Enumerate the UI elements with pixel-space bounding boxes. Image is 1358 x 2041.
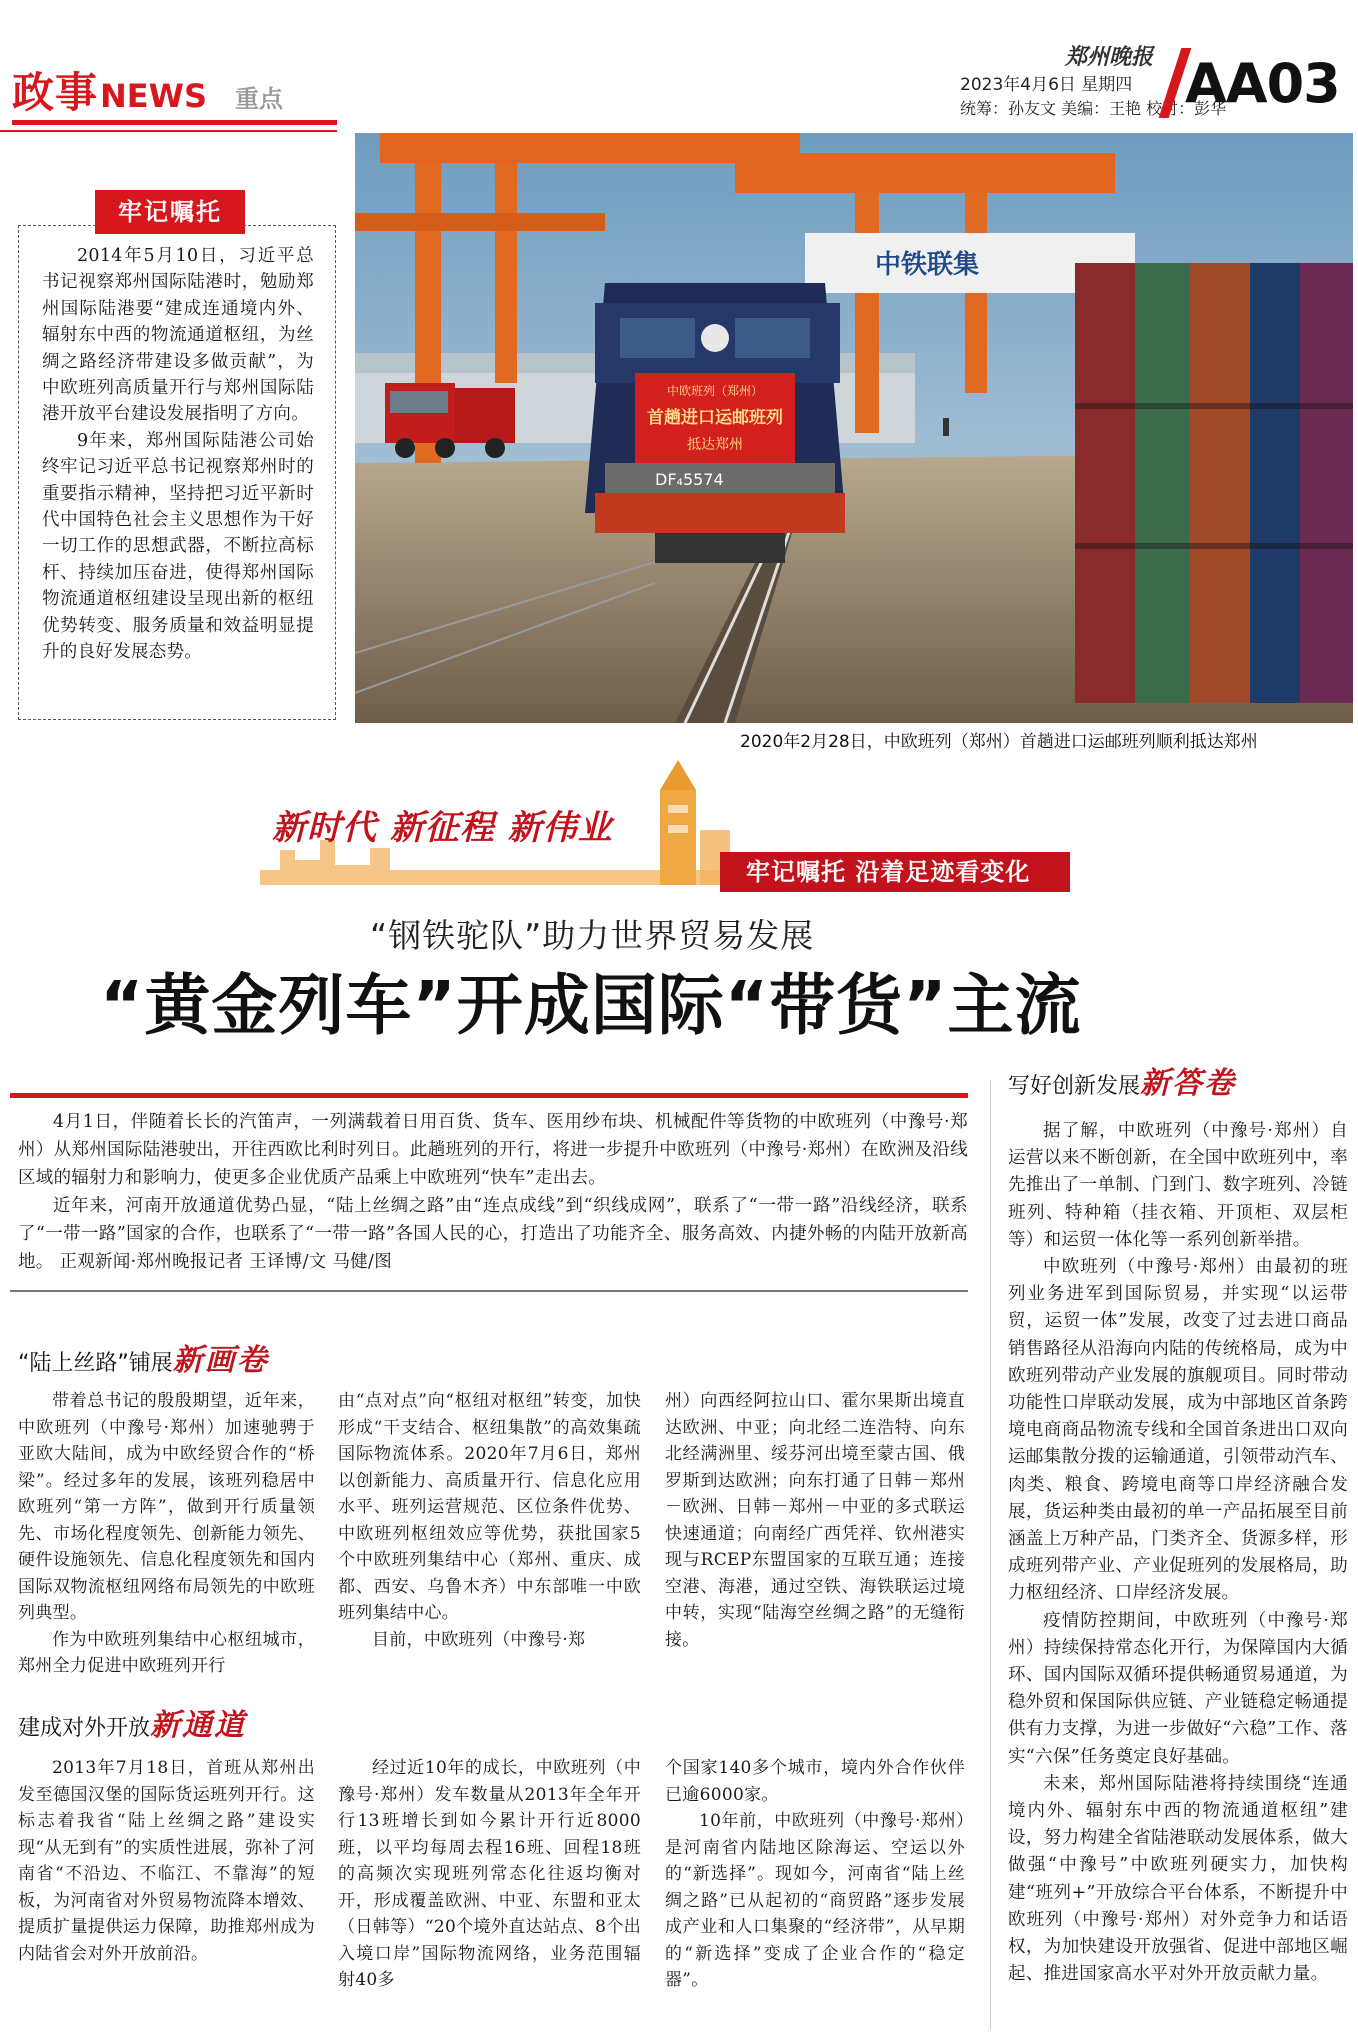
lead-paragraph: 4月1日，伴随着长长的汽笛声，一列满载着日用百货、货车、医用纱布块、机械配件等货物的中欧班列（中豫号·郑州）从郑州国际陆港驶出，开往西欧比利时列日。此趟班列的开行，将进一步提升中欧班列（中豫号·郑州）在欧洲及沿线区域的辐射力和影响力，使更多企业优质产品乘上中欧班列“快车”走出去。 xyxy=(18,1112,968,1188)
body-paragraph: 2013年7月18日，首班从郑州出发至德国汉堡的国际货运班列开行。这标志着我省“陆上丝绸之路”建设实现“从无到有”的实质性进展，弥补了河南省“不沿边、不临江、不靠海”的短板，为河南省对外贸易物流降本增效、提质扩量提供运力保障，助推郑州成为内陆省会对外开放前沿。 xyxy=(18,1758,315,1964)
body-paragraph: 经过近10年的成长，中欧班列（中豫号·郑州）发车数量从2013年全年开行13班增长到如今累计开行近8000班，以平均每周去程16班、回程18班的高频次实现班列常态化往返均衡对开，形成覆盖欧洲、中亚、东盟和亚太（日韩等）“20个境外直达站点、8个出入境口岸”国际物流网络，业务范围辐射40多 xyxy=(338,1758,641,1990)
sidebar-paragraph: 2014年5月10日，习近平总书记视察郑州国际陆港时，勉励郑州国际陆港要“建成连通境内外、辐射东中西的物流通道枢纽，为丝绸之路经济带建设多做贡献”，为中欧班列高质量开行与郑州国际陆港开放平台建设发展指明了方向。 xyxy=(42,246,314,425)
body-paragraph: 未来，郑州国际陆港将持续围绕“连通境内外、辐射东中西的物流通道枢纽”建设，努力构建全省陆港联动发展体系，做大做强“中豫号”中欧班列硬实力，加快构建“班列+”开放综合平台体系，不断提升中欧班列（中豫号·郑州）对外竞争力和话语权，为加快建设开放强省、促进中部地区崛起、推进国家高水平对外开放贡献力量。 xyxy=(1008,1773,1348,1985)
banner-main-title: 新时代 新征程 新伟业 xyxy=(272,808,613,848)
headline-rule xyxy=(10,1093,968,1098)
body-paragraph: 10年前，中欧班列（中豫号·郑州）是河南省内陆地区除海运、空运以外的“新选择”。现如今，河南省“陆上丝绸之路”已从起初的“商贸路”逐步发展成产业和人口集聚的“经济带”，从早期的“新选择”变成了企业合作的“稳定器”。 xyxy=(665,1811,965,1990)
loco-banner-line3: 抵达郑州 xyxy=(687,437,743,453)
body-paragraph: 中欧班列（中豫号·郑州）由最初的班列业务进军到国际贸易，并实现“以运带贸，运贸一体”发展，改变了过去进口商品销售路径从沿海向内陆的传统格局，成为中欧班列带动产业发展的旗舰项目。同时带动功能性口岸联动发展，成为中部地区首条跨境电商商品物流专线和全国首条进出口双向运邮集散分拨的运输通道，引领带动汽车、肉类、粮食、跨境电商等口岸经济融合发展，货运种类由最初的单一产品拓展至目前涵盖上万种产品，门类齐全、货源多样，形成班列带产业、产业促班列的发展格局，助力枢纽经济、口岸经济发展。 xyxy=(1008,1257,1348,1604)
section3-heading xyxy=(1008,1058,1236,1102)
body-paragraph: 带着总书记的殷殷期望，近年来，中欧班列（中豫号·郑州）加速驰骋于亚欧大陆间，成为中欧经贸合作的“桥梁”。经过多年的发展，该班列稳居中欧班列“第一方阵”，做到开行质量领先、市场化程度领先、创新能力领先、硬件设施领先、信息化程度领先和国内国际双物流枢纽网络布局领先的中欧班列典型。 xyxy=(18,1391,315,1623)
section-tag: 重点 xyxy=(235,85,283,113)
column-divider xyxy=(990,1080,991,2030)
sidebar-text xyxy=(42,243,314,666)
page-info xyxy=(960,40,1350,130)
body-paragraph: 个国家140多个城市，境内外合作伙伴已逾6000家。 xyxy=(665,1758,965,1805)
section2-heading-prefix: 建成对外开放 xyxy=(18,1716,151,1741)
header-rule-thin xyxy=(0,130,337,132)
header-rule xyxy=(12,120,337,125)
banner-subtitle: 牢记嘱托 沿着足迹看变化 xyxy=(720,852,1070,892)
article-headline: “黄金列车”开成国际“带货”主流 xyxy=(100,967,1082,1044)
sidebar-title: 牢记嘱托 xyxy=(95,190,245,234)
paper-date: 2023年4月6日 星期四 xyxy=(960,75,1133,95)
body-paragraph: 州）向西经阿拉山口、霍尔果斯出境直达欧洲、中亚；向北经二连浩特、向东北经满洲里、绥芬河出境至蒙古国、俄罗斯到达欧洲；向东打通了日韩－郑州－欧洲、日韩－郑州－中亚的多式联运快速通道；向南经广西凭祥、钦州港实现与RCEP东盟国家的互联互通；连接空港、海港，通过空铁、海铁联运过境中转，实现“陆海空丝绸之路”的无缝衔接。 xyxy=(665,1391,965,1650)
section2-column-1 xyxy=(18,1755,315,1967)
section1-heading xyxy=(18,1335,269,1379)
section1-heading-prefix: “陆上丝路”铺展 xyxy=(18,1351,173,1376)
section3-heading-highlight: 新答卷 xyxy=(1140,1066,1237,1101)
section2-column-3 xyxy=(665,1755,965,1994)
section3-column xyxy=(1008,1118,1348,1989)
body-paragraph: 作为中欧班列集结中心枢纽城市，郑州全力促进中欧班列开行 xyxy=(18,1629,315,1676)
loco-banner-line1: 中欧班列（郑州） xyxy=(666,384,764,398)
body-paragraph: 由“点对点”向“枢纽对枢纽”转变，加快形成“干支结合、枢纽集散”的高效集疏国际物流体系。2020年7月6日，郑州以创新能力、高质量开行、信息化应用水平、班列运营规范、区位条件优势、中欧班列枢纽效应等优势，获批国家5个中欧班列集结中心（郑州、重庆、成都、西安、乌鲁木齐）中东部唯一中欧班列集结中心。 xyxy=(338,1391,641,1623)
body-paragraph: 据了解，中欧班列（中豫号·郑州）自运营以来不断创新，在全国中欧班列中，率先推出了一单制、门到门、数字班列、冷链班列、特种箱（挂衣箱、开顶柜、双层柜等）和运贸一体化等一系列创新举措。 xyxy=(1008,1121,1348,1250)
loco-banner-line2: 首趟进口运邮班列 xyxy=(647,408,783,428)
section-masthead xyxy=(12,60,337,126)
sidebar-paragraph: 9年来，郑州国际陆港公司始终牢记习近平总书记视察郑州时的重要指示精神，坚持把习近平新时代中国特色社会主义思想作为干好一切工作的思想武器，不断拉高标杆、持续加压奋进，使得郑州国际物流通道枢纽建设呈现出新的枢纽优势转变、服务质量和效益明显提升的良好发展态势。 xyxy=(42,430,314,663)
section1-column-2 xyxy=(338,1388,641,1653)
crane-sign-text: 中铁联集 xyxy=(875,250,980,280)
paper-name: 郑州晚报 xyxy=(1065,44,1154,70)
train-photo-illustration xyxy=(355,133,1353,723)
article-kicker: “钢铁驼队”助力世界贸易发展 xyxy=(370,916,815,955)
photo-caption: 2020年2月28日，中欧班列（郑州）首趟进口运邮班列顺利抵达郑州 xyxy=(740,732,1258,752)
section1-heading-highlight: 新画卷 xyxy=(172,1343,269,1378)
train-photo xyxy=(355,133,1353,723)
lead-rule xyxy=(10,1290,968,1292)
section2-heading-highlight: 新通道 xyxy=(150,1708,247,1743)
page-number: AA03 xyxy=(1185,52,1340,115)
section2-heading xyxy=(18,1700,246,1744)
lead-paragraph: 近年来，河南开放通道优势凸显，“陆上丝绸之路”由“连点成线”到“织线成网”，联系了“一带一路”沿线经济，联系了“一带一路”国家的合作，也联系了“一带一路”各国人民的心，打造出了功能齐全、服务高效、内捷外畅的内陆开放新高地。 正观新闻·郑州晚报记者 王译博/文 马健/图 xyxy=(18,1196,968,1272)
series-banner xyxy=(250,760,1070,895)
section1-column-3 xyxy=(665,1388,965,1653)
section1-column-1 xyxy=(18,1388,315,1680)
loco-number: DF₄5574 xyxy=(655,470,724,489)
paper-editors: 统筹：孙友文 美编：王艳 校对：彭华 xyxy=(960,99,1227,118)
body-paragraph: 目前，中欧班列（中豫号·郑 xyxy=(372,1629,586,1650)
section3-heading-prefix: 写好创新发展 xyxy=(1008,1074,1141,1099)
section2-column-2 xyxy=(338,1755,641,1994)
article-lead xyxy=(18,1108,968,1276)
body-paragraph: 疫情防控期间，中欧班列（中豫号·郑州）持续保持常态化开行，为保障国内大循环、国内国际双循环提供畅通贸易通道，为稳外贸和保国际供应链、产业链稳定畅通提供有力支撑，为进一步做好“六稳”工作、落实“六保”任务奠定良好基础。 xyxy=(1008,1610,1348,1767)
section-name: 政事 xyxy=(12,68,99,117)
section-news-label: NEWS xyxy=(100,77,207,115)
